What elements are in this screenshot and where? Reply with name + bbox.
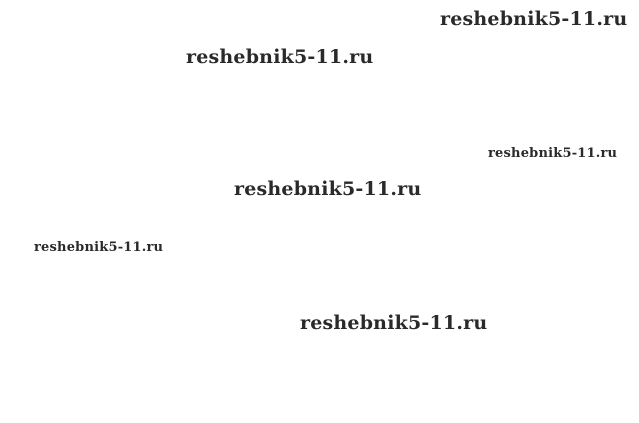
watermark: reshebnik5-11.ru bbox=[234, 178, 422, 200]
watermark: reshebnik5-11.ru bbox=[300, 312, 488, 334]
watermark: reshebnik5-11.ru bbox=[186, 46, 374, 68]
watermark: reshebnik5-11.ru bbox=[440, 8, 628, 30]
watermark: reshebnik5-11.ru bbox=[34, 240, 164, 255]
watermark: reshebnik5-11.ru bbox=[488, 146, 618, 161]
